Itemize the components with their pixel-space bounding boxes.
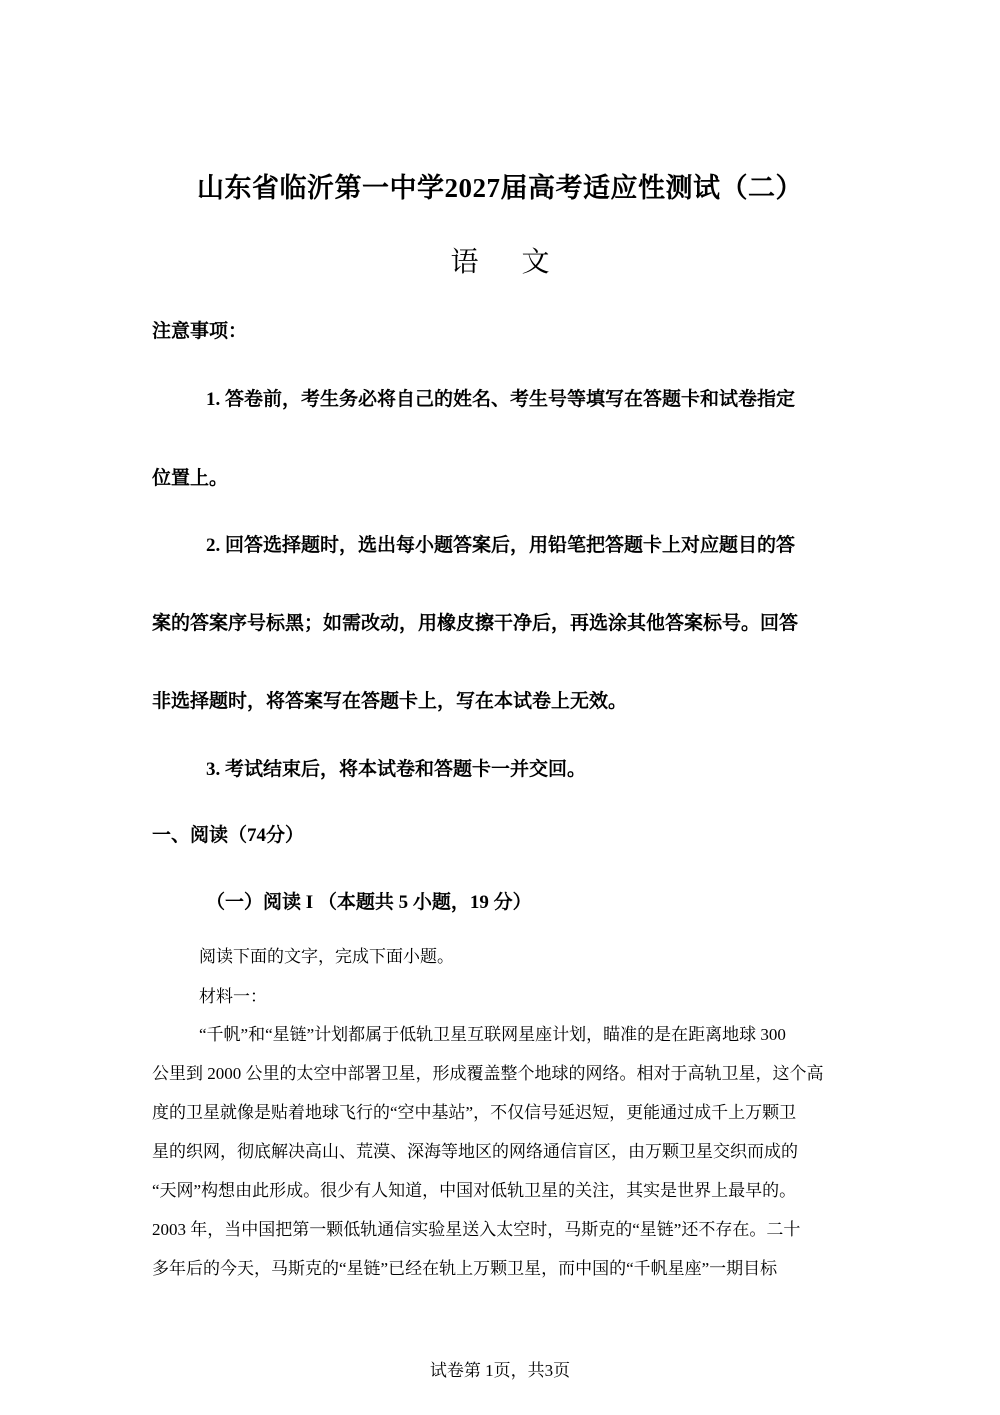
- material-label: 材料一：: [199, 987, 267, 1006]
- passage-line: 星的织网，彻底解决高山、荒漠、深海等地区的网络通信盲区，由万颗卫星交织而成的: [152, 1142, 798, 1161]
- passage-line: “千帆”和“星链”计划都属于低轨卫星互联网星座计划，瞄准的是在距离地球 300: [199, 1025, 786, 1044]
- subject-title: 语 文: [450, 247, 568, 278]
- notice-line: 位置上。: [152, 468, 229, 489]
- notice-line: 非选择题时，将答案写在答题卡上，写在本试卷上无效。: [152, 691, 628, 712]
- notice-line: 1. 答卷前，考生务必将自己的姓名、考生号等填写在答题卡和试卷指定: [206, 389, 796, 410]
- subsection-heading: （一）阅读 I （本题共 5 小题，19 分）: [206, 892, 532, 913]
- exam-title: 山东省临沂第一中学2027届高考适应性测试（二）: [197, 173, 803, 203]
- reading-instruction: 阅读下面的文字，完成下面小题。: [199, 947, 454, 966]
- passage-line: “天网”构想由此形成。很少有人知道，中国对低轨卫星的关注，其实是世界上最早的。: [152, 1181, 797, 1200]
- section-heading: 一、阅读（74分）: [152, 825, 305, 846]
- passage-line: 2003 年，当中国把第一颗低轨通信实验星送入太空时，马斯克的“星链”还不存在。二十: [152, 1220, 801, 1239]
- notice-line: 2. 回答选择题时，选出每小题答案后，用铅笔把答题卡上对应题目的答: [206, 535, 796, 556]
- passage-line: 公里到 2000 公里的太空中部署卫星，形成覆盖整个地球的网络。相对于高轨卫星，这个高: [152, 1064, 824, 1083]
- passage-line: 度的卫星就像是贴着地球飞行的“空中基站”，不仅信号延迟短，更能通过成千上万颗卫: [152, 1103, 797, 1122]
- notice-line: 3. 考试结束后，将本试卷和答题卡一并交回。: [206, 759, 587, 780]
- notice-line: 案的答案序号标黑；如需改动，用橡皮擦干净后，再选涂其他答案标号。回答: [152, 613, 799, 634]
- notice-heading: 注意事项：: [152, 321, 248, 342]
- page-footer: 试卷第 1页，共3页: [429, 1361, 571, 1380]
- passage-line: 多年后的今天，马斯克的“星链”已经在轨上万颗卫星，而中国的“千帆星座”一期目标: [152, 1259, 778, 1278]
